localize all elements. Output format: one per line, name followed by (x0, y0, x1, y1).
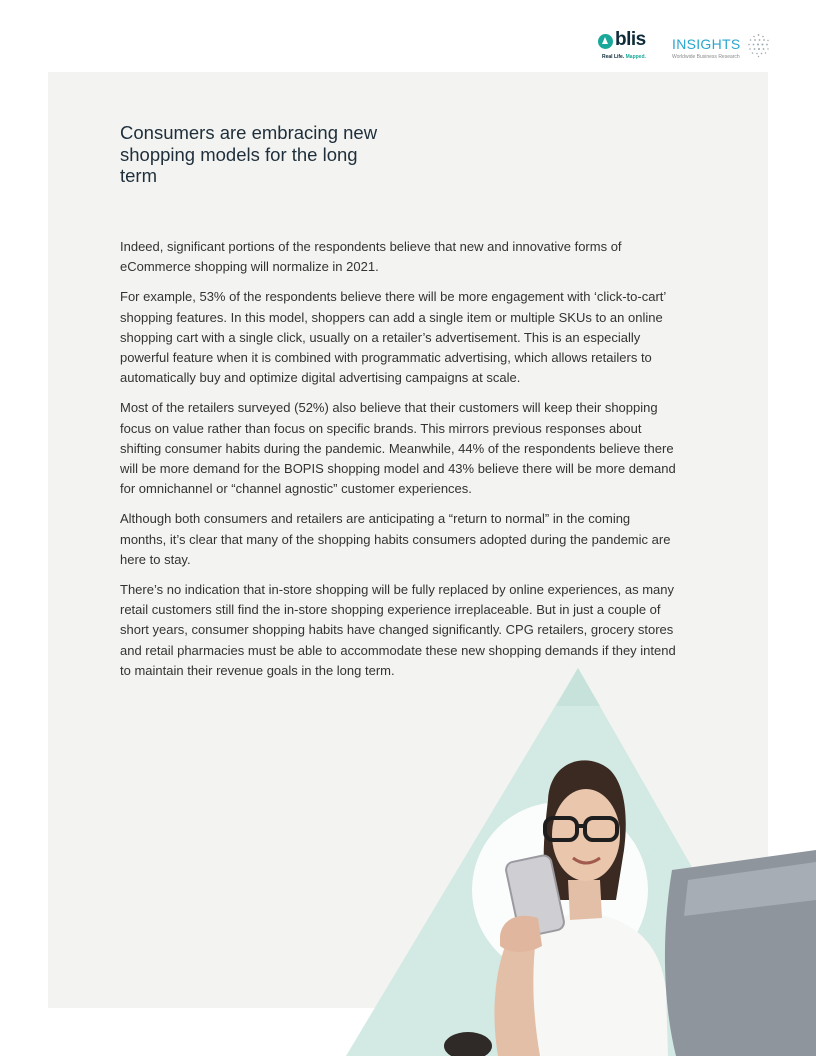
page-title: Consumers are embracing new shopping models for the long term (120, 122, 378, 186)
paragraph-2: For example, 53% of the respondents believe there will be more engagement with ‘click-to-cart’ shopping features. In this model, shoppers can add a single item or multiple SKUs to an online shopping cart with a single click, usually on a retailer’s advertisement. This is an especially powerful feature when it is combined with programmatic advertising, which allows retailers to automatically buy and optimize digital advertising campaigns at scale. (120, 289, 666, 386)
insights-title: INSIGHTS (672, 36, 741, 52)
woman-with-phone-photo (440, 740, 816, 1056)
paragraph-3: Most of the retailers surveyed (52%) also believe that their customers will keep their shopping focus on value rather than focus on specific brands. This mirrors previous responses about shifting consumer habits during the pandemic. Meanwhile, 44% of the respondents believe there will be more demand for the BOPIS shopping model and 43% believe there will be more demand for omnichannel or “channel agnostic” customer experiences. (120, 400, 676, 497)
woman-neck (568, 880, 602, 920)
blis-tagline-first: Real Life. (602, 54, 626, 60)
article-body (120, 237, 676, 691)
insights-subtitle: Worldwide Business Research (672, 54, 740, 60)
paragraph-5: There’s no indication that in-store shopping will be fully replaced by online experiences, as many retail customers still find the in-store shopping experience irreplaceable. But in just a couple of short years, consumer shopping habits have changed significantly. CPG retailers, grocery stores and retail pharmacies must be able to accommodate these new shopping demands if they intend to maintain their revenue goals in the long term. (120, 582, 676, 678)
table-item (444, 1032, 492, 1056)
blis-tagline-accent: Mapped. (625, 54, 646, 60)
blis-wordmark: blis (615, 29, 646, 50)
paragraph-4: Although both consumers and retailers are anticipating a “return to normal” in the coming months, it’s clear that many of the shopping habits consumers adopted during the pandemic are here to stay. (120, 511, 671, 567)
paragraph-1: Indeed, significant portions of the respondents believe that new and innovative forms of eCommerce shopping will normalize in 2021. (120, 239, 622, 275)
